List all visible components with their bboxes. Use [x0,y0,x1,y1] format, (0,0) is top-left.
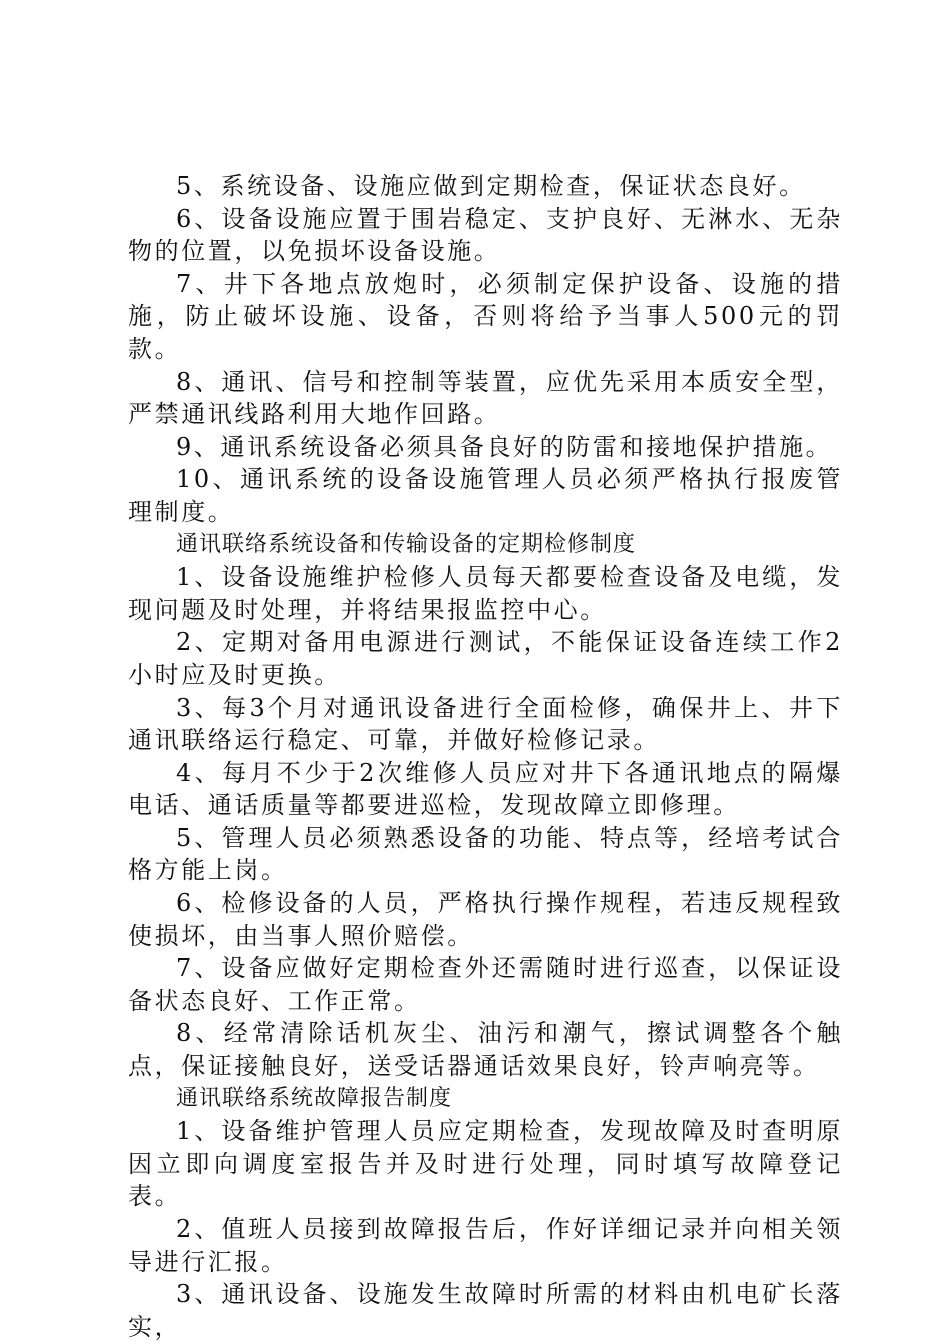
list-item: 5、管理人员必须熟悉设备的功能、特点等，经培考试合格方能上岗。 [128,823,843,885]
list-item: 10、通讯系统的设备设施管理人员必须严格执行报废管理制度。 [128,465,843,526]
section-heading: 通讯联络系统设备和传输设备的定期检修制度 [176,531,637,557]
list-item: 8、通讯、信号和控制等装置，应优先采用本质安全型，严禁通讯线路利用大地作回路。 [128,367,843,429]
list-item: 3、每3个月对通讯设备进行全面检修，确保井上、井下通讯联络运行稳定、可靠，并做好检修记录。 [128,693,843,755]
list-item: 3、通讯设备、设施发生故障时所需的材料由机电矿长落实， [128,1280,843,1341]
list-item: 6、设备设施应置于围岩稳定、支护良好、无淋水、无杂物的位置，以免损坏设备设施。 [128,204,843,266]
list-item: 9、通讯系统设备必须具备良好的防雷和接地保护措施。 [176,432,833,461]
list-item: 8、经常清除话机灰尘、油污和潮气，擦试调整各个触点，保证接触良好，送受话器通话效果良好，铃声响亮等。 [128,1019,843,1081]
document-body [128,170,843,1343]
list-item: 1、设备设施维护检修人员每天都要检查设备及电缆，发现问题及时处理，并将结果报监控中心。 [128,563,843,624]
list-item: 2、值班人员接到故障报告后，作好详细记录并向相关领导进行汇报。 [128,1215,843,1276]
list-item: 1、设备维护管理人员应定期检查，发现故障及时查明原因立即向调度室报告并及时进行处理，同时填写故障登记表。 [128,1117,843,1211]
list-item: 7、井下各地点放炮时，必须制定保护设备、设施的措施，防止破坏设施、设备，否则将给予当事人500元的罚款。 [128,269,843,363]
list-item: 6、检修设备的人员，严格执行操作规程，若违反规程致使损坏，由当事人照价赔偿。 [128,889,843,950]
list-item: 2、定期对备用电源进行测试，不能保证设备连续工作2小时应及时更换。 [128,628,843,689]
list-item: 7、设备应做好定期检查外还需随时进行巡查，以保证设备状态良好、工作正常。 [128,954,843,1015]
list-item: 4、每月不少于2次维修人员应对井下各通讯地点的隔爆电话、通话质量等都要进巡检，发现故障立即修理。 [128,758,843,820]
section-heading: 通讯联络系统故障报告制度 [176,1085,453,1111]
list-item: 5、系统设备、设施应做到定期检查，保证状态良好。 [176,172,806,200]
